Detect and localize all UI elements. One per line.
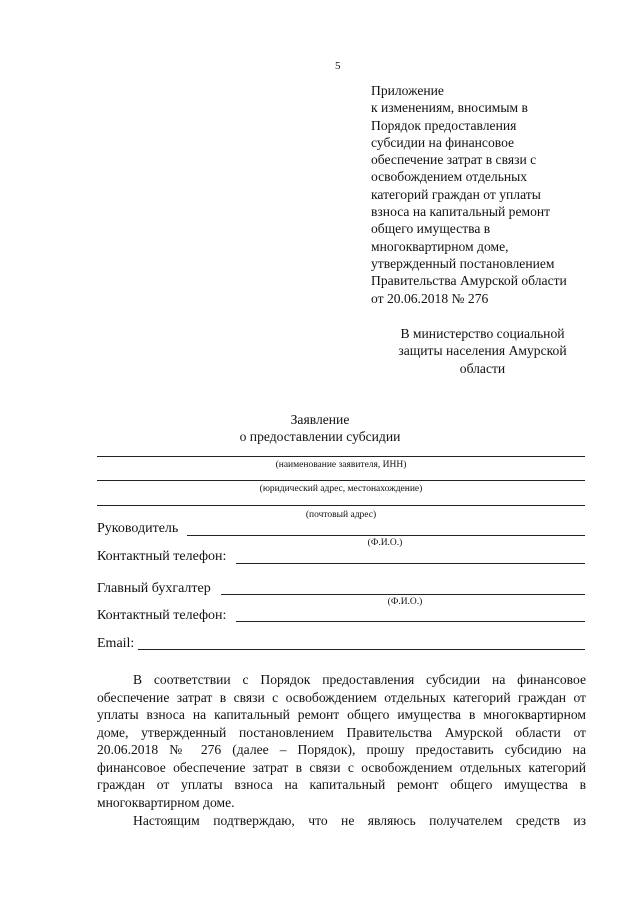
- paragraph-line: 20.06.2018 № 276 (далее – Порядок), прошу предоставить субсидию на: [97, 742, 586, 757]
- paragraph-line: В соответствии с Порядок предоставления субсидии на финансовое: [133, 672, 586, 687]
- appendix-line: обеспечение затрат в связи с: [371, 152, 537, 168]
- applicant-name-caption: (наименование заявителя, ИНН): [275, 460, 407, 470]
- head-label: Руководитель: [97, 521, 179, 536]
- postal-address-field[interactable]: [97, 505, 585, 506]
- accountant-phone-label: Контактный телефон:: [97, 608, 227, 623]
- paragraph-line: Настоящим подтверждаю, что не являюсь получателем средств из: [133, 813, 586, 828]
- appendix-line: категорий граждан от уплаты: [371, 186, 541, 202]
- email-label: Email:: [97, 636, 135, 651]
- paragraph-line: уплаты взноса на капитальный ремонт общего имущества в многоквартирном: [97, 707, 586, 722]
- appendix-line: освобождением отдельных: [371, 169, 528, 185]
- title-subtitle: о предоставлении субсидии: [239, 429, 401, 444]
- paragraph-line: доме, утвержденный постановлением Правительства Амурской области от: [97, 724, 586, 740]
- appendix-line: субсидии на финансовое: [371, 134, 515, 150]
- addressee-line: В министерство социальной: [400, 326, 565, 341]
- appendix-header: [371, 82, 636, 307]
- appendix-line: Порядок предоставления: [371, 117, 517, 133]
- document-title: [230, 411, 410, 445]
- legal-address-field[interactable]: [97, 480, 585, 481]
- body-paragraph: [97, 812, 586, 830]
- appendix-line: взноса на капитальный ремонт: [371, 204, 551, 220]
- postal-address-caption: (почтовый адрес): [305, 510, 377, 520]
- head-phone-field[interactable]: [236, 563, 585, 564]
- appendix-line: к изменениям, вносимым в: [371, 100, 528, 116]
- paragraph-line: финансовое обеспечение затрат в связи с освобождением отдельных категорий: [97, 759, 586, 775]
- paragraph-line: граждан от уплаты взноса на капитальный ремонт общего имущества в: [97, 777, 586, 792]
- addressee-line: защиты населения Амурской: [398, 343, 567, 359]
- paragraph-line: обеспечение затрат в связи с освобождением отдельных категорий граждан от: [97, 689, 586, 705]
- addressee-block: [380, 325, 585, 377]
- appendix-line: общего имущества в: [371, 221, 491, 237]
- appendix-line: утвержденный постановлением: [371, 255, 555, 271]
- addressee-line: области: [459, 360, 506, 376]
- email-field[interactable]: [138, 649, 585, 650]
- title-line: Заявление: [290, 412, 350, 427]
- appendix-line: Приложение: [371, 83, 444, 98]
- paragraph-line: многоквартирном доме.: [97, 794, 235, 810]
- applicant-name-field[interactable]: [97, 456, 585, 457]
- body-paragraph: [97, 671, 586, 811]
- appendix-line: от 20.06.2018 № 276: [371, 290, 489, 306]
- head-fio-caption: (Ф.И.О.): [367, 538, 403, 548]
- head-phone-label: Контактный телефон:: [97, 549, 227, 564]
- appendix-line: Правительства Амурской области: [371, 273, 567, 289]
- accountant-fio-caption: (Ф.И.О.): [387, 597, 423, 607]
- page-number: 5: [335, 60, 341, 72]
- head-fio-field[interactable]: [187, 535, 585, 536]
- legal-address-caption: (юридический адрес, местонахождение): [259, 484, 423, 494]
- accountant-label: Главный бухгалтер: [97, 581, 211, 596]
- accountant-fio-field[interactable]: [221, 594, 585, 595]
- accountant-phone-field[interactable]: [236, 621, 585, 622]
- appendix-line: многоквартирном доме,: [371, 238, 509, 254]
